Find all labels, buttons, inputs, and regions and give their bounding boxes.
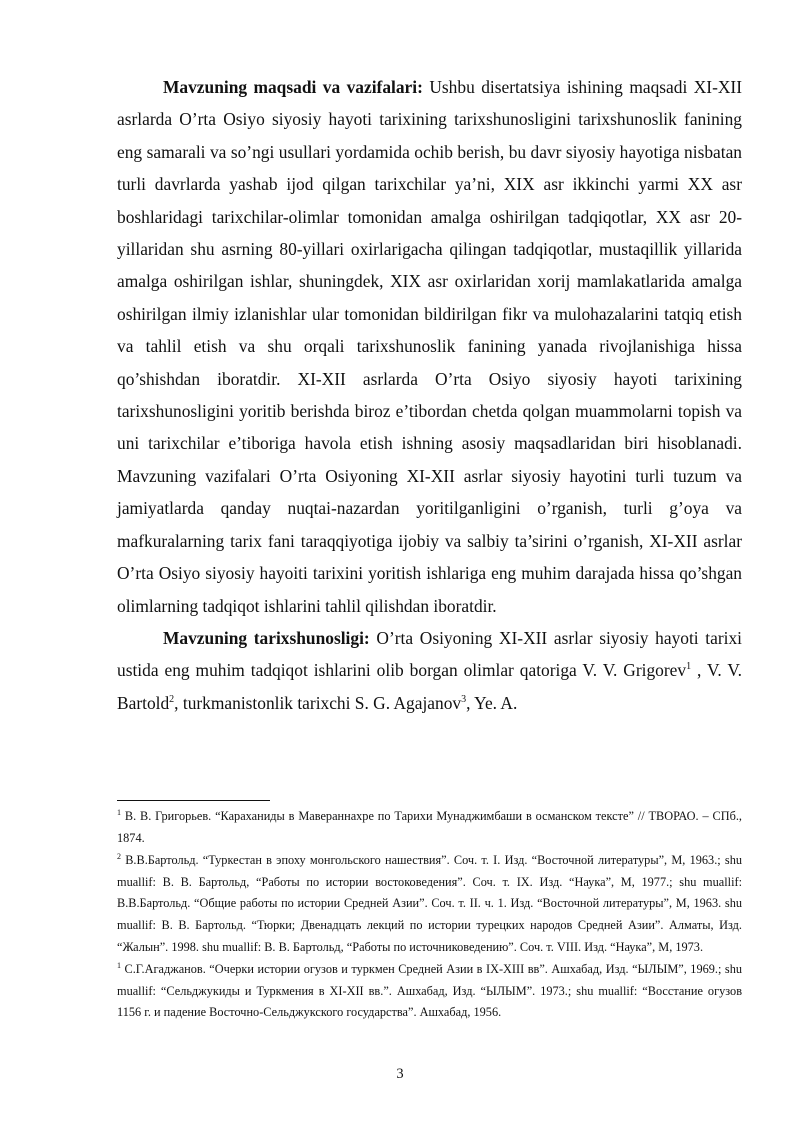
footnote-ref[interactable]: 3 xyxy=(461,693,467,705)
paragraph-text: , V. V. Bartold xyxy=(117,660,742,713)
paragraph-historiography xyxy=(117,622,742,719)
footnote-ref[interactable]: 2 xyxy=(169,693,175,705)
paragraph-goals xyxy=(117,71,742,622)
footnote-text: В. В. Григорьев. “Караханиды в Мавераннахре по Тарихи Мунаджимбаши в османском тексте” // ТВОРАО. – СПб., 1874. xyxy=(117,809,742,845)
section-heading-historiography: Mavzuning tarixshunosligi: xyxy=(163,627,370,648)
paragraph-text: , Ye. A. xyxy=(466,692,518,713)
footnote-ref[interactable]: 1 xyxy=(686,661,692,673)
section-heading-goals: Mavzuning maqsadi va vazifalari: xyxy=(163,77,423,97)
footnote xyxy=(117,959,742,1024)
footnote-number: 1 xyxy=(117,961,121,971)
page-number: 3 xyxy=(396,1066,404,1082)
paragraph-text: , turkmanistonlik tarixchi S. G. Agajanov xyxy=(174,692,462,713)
footnote-number: 1 xyxy=(117,807,121,817)
footnote xyxy=(117,806,742,849)
footnote-text: В.В.Бартольд. “Туркестан в эпоху монгольского нашествия”. Соч. т. I. Изд. “Восточной литературы”, М, 1963.; shu muallif: В. В. Бартольд, “Работы по истории востоковедения”. Соч. т. IX. Изд. “Наука”, М, 1977.; shu muallif: В.В.Бартольд. “Общие работы по истории Средней Азии”. Соч. т. II. ч. 1. Изд. “Восточной литературы”, М, 1963. shu muallif: В. В. Бартольд. “Тюрки; Двенадцать лекций по истории турецких народов Средней Азии”. Алматы, Изд. “Жалын”. 1998. shu muallif: В. В. Бартольд, “Работы по источниковедению”. Соч. т. VIII. Изд. “Наука”, М, 1973. xyxy=(117,853,742,954)
footnotes xyxy=(117,806,742,1025)
footnote-number: 2 xyxy=(117,852,121,862)
main-text xyxy=(117,71,742,719)
paragraph-text: O’rta Osiyoning XI-XII asrlar siyosiy hayoti tarixi ustida eng muhim tadqiqot ishlarini olib borgan olimlar qatoriga V. V. Grigorev xyxy=(117,627,743,681)
footnote-separator xyxy=(117,800,270,801)
footnote xyxy=(117,850,742,958)
paragraph-text: Ushbu disertatsiya ishining maqsadi XI-XII asrlarda O’rta Osiyo siyosiy hayoti tarixining tarixshunosligini tarixshunoslik fanining eng samarali va so’ngi usullari yordamida ochib berish, bu davr siyosiy hayotiga nisbatan turli davrlarda yashab ijod qilgan tarixchilar ya’ni, XIX asr ikkinchi yarmi XX asr boshlaridagi tarixchilar-olimlar tomonidan amalga oshirilgan tadqiqotlar, XX asr 20-yillaridan shu asrning 80-yillari oxirlarigacha qilingan tadqiqotlar, mustaqillik yillarida amalga oshirilgan ishlar, shuningdek, XIX asr oxirlaridan xorij mamlakatlarida amalga oshirilgan ilmiy izlanishlar ular tomonidan bildirilgan fikr va mulohazalarini tatqiq etish va tahlil etish va shu orqali tarixshunoslik fanining yanada rivojlanishiga hissa qo’shishdan iboratdir. XI-XII asrlarda O’rta Osiyo siyosiy hayoti tarixining tarixshunosligini yoritib berishda biroz e’tibordan chetda qolgan muammolarni topish va uni tarixchilar e’tiboriga havola etish ishning asosiy maqsadlaridan biri hisoblanadi. Mavzuning vazifalari O’rta Osiyoning XI-XII asrlar siyosiy hayotini turli tuzum va jamiyatlarda qanday nuqtai-nazardan yoritilganligini o’rganish, turli g’oya va mafkuralarning tarix fani taraqqiyotiga ijobiy va salbiy ta’sirini o’rganish, XI-XII asrlar O’rta Osiyo siyosiy hayoiti tarixini yoritish ishlariga eng muhim darajada hissa qo’shgan olimlarning tadqiqot ishlarini tahlil qilishdan iboratdir. xyxy=(117,77,742,616)
footnote-text: С.Г.Агаджанов. “Очерки истории огузов и туркмен Средней Азии в IX-XIII вв”. Ашхабад, Изд. “ЫЛЫМ”, 1969.; shu muallif: “Сельджукиды и Туркмения в XI-XII вв.”. Ашхабад, Изд. “ЫЛЫМ”. 1973.; shu muallif: “Восстание огузов 1156 г. и падение Восточно-Сельджукского государства”. Ашхабад, 1956. xyxy=(117,962,742,1020)
